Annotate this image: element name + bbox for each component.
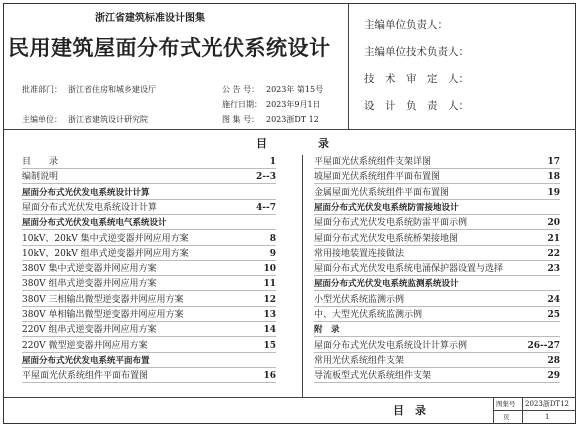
toc-entry[interactable] [314, 339, 560, 353]
toc-entry[interactable] [22, 369, 276, 383]
toc-entry[interactable] [22, 201, 276, 215]
toc-row-rule [314, 367, 560, 368]
toc-row-rule [22, 306, 276, 307]
atlas-main-title: 民用建筑屋面分布式光伏系统设计 [8, 36, 331, 60]
toc-entry[interactable] [22, 308, 276, 322]
toc-entry-label: 屋面分布式光伏发电系统防雷接地设计 [314, 202, 459, 213]
footer-mid-line [493, 410, 576, 411]
date-value: 2023年9月1日 [266, 100, 321, 109]
toc-entry-page: 1 [269, 157, 276, 167]
toc-section-heading [314, 323, 560, 337]
toc-entry-page: 29 [547, 371, 560, 382]
editor-label: 主编单位： [22, 115, 62, 124]
toc-entry-label: 常用接地装置连接做法 [314, 248, 405, 259]
editor-value: 浙江省建筑设计研究院 [68, 115, 148, 124]
toc-row-rule [314, 183, 560, 184]
toc-entry-label: 附 录 [314, 325, 340, 336]
sign-chief-unit: 主编单位负责人： [364, 19, 448, 31]
toc-row-rule [314, 214, 560, 215]
toc-entry-page: 15 [263, 340, 276, 351]
toc-entry-label: 目 录 [22, 157, 59, 167]
toc-entry-page: 10 [263, 264, 276, 275]
toc-entry-label: 屋面分布式光伏发电系统平面布置 [22, 355, 150, 366]
toc-entry-page: 14 [263, 325, 276, 336]
toc-entry-page: 4--7 [256, 202, 276, 213]
notice-value: 2023年 第15号 [266, 85, 324, 94]
toc-left-column [22, 155, 276, 385]
toc-entry[interactable] [22, 170, 276, 184]
toc-section-heading [314, 201, 560, 215]
toc-title-left: 目 [256, 137, 267, 150]
notice-label: 公 告 号： [222, 85, 260, 94]
toc-row-rule [22, 260, 276, 261]
toc-entry[interactable] [314, 186, 560, 200]
toc-title-right: 录 [318, 137, 329, 150]
toc-entry-page: 8 [269, 233, 276, 244]
toc-row-rule [314, 199, 560, 200]
approval-label: 批准部门： [22, 85, 62, 94]
toc-row-rule [314, 229, 560, 230]
toc-entry-page: 18 [547, 172, 560, 183]
toc-row-rule [22, 367, 276, 368]
toc-section-heading [22, 354, 276, 368]
footer-atlas-label: 图集号 [496, 400, 516, 408]
toc-row-rule [314, 245, 560, 246]
toc-row-rule [22, 290, 276, 291]
toc-entry[interactable] [314, 369, 560, 383]
toc-right-column [314, 155, 560, 385]
toc-entry-label: 屋面分布式光伏发电系统电气系统设计 [22, 218, 167, 229]
toc-row-rule [22, 229, 276, 230]
toc-entry-page: 25 [547, 310, 560, 320]
toc-row-rule [22, 168, 276, 169]
toc-row-rule [22, 214, 276, 215]
toc-entry-label: 380V 单相输出微型逆变器并网应用方案 [22, 310, 184, 320]
toc-row-rule [314, 168, 560, 169]
toc-entry-label: 10kV、20kV 集中式逆变器并网应用方案 [22, 233, 189, 244]
toc-entry-label: 220V 微型逆变器并网应用方案 [22, 340, 148, 351]
toc-entry-label: 导流板型式光伏系统组件支架 [314, 371, 432, 382]
toc-row-rule [314, 260, 560, 261]
toc-row-rule [314, 306, 560, 307]
footer-top-line [3, 397, 576, 398]
toc-row-rule [314, 275, 560, 276]
header-divider [348, 3, 349, 129]
toc-entry-label: 380V 组串式逆变器并网应用方案 [22, 279, 157, 290]
toc-entry-label: 220V 组串式逆变器并网应用方案 [22, 325, 157, 336]
toc-entry[interactable] [314, 216, 560, 230]
toc-entry-page: 21 [547, 233, 560, 244]
toc-entry[interactable] [314, 293, 560, 307]
toc-entry[interactable] [22, 232, 276, 246]
toc-entry-label: 10kV、20kV 组串式逆变器并网应用方案 [22, 248, 189, 259]
footer-title: 目 录 [393, 404, 426, 417]
toc-entry-page: 20 [547, 218, 560, 229]
toc-row-rule [22, 321, 276, 322]
footer-atlas-value: 2023浙DT12 [525, 400, 570, 408]
toc-section-heading [314, 277, 560, 291]
toc-entry-label: 屋面分布式光伏发电系统监测系统设计 [314, 279, 459, 290]
toc-entry-label: 平屋面光伏系统组件支架详图 [314, 157, 432, 167]
footer-page-label: 页 [503, 413, 510, 421]
toc-entry-page: 13 [263, 310, 276, 320]
approval-value: 浙江省住房和城乡建设厅 [68, 85, 156, 94]
toc-entry-label: 金属屋面光伏系统组件平面布置图 [314, 187, 450, 198]
toc-row-rule [22, 352, 276, 353]
toc-entry-page: 17 [547, 157, 560, 167]
toc-entry[interactable] [22, 262, 276, 276]
toc-row-rule [22, 199, 276, 200]
atlas-number-label: 图 集 号： [222, 115, 260, 124]
toc-entry-page: 19 [547, 187, 560, 198]
toc-entry-label: 380V 三相输出微型逆变器并网应用方案 [22, 294, 184, 305]
toc-entry[interactable] [22, 277, 276, 291]
toc-entry[interactable] [314, 232, 560, 246]
toc-entry-page: 26--27 [527, 340, 560, 351]
sign-reviewer: 技 术 审 定 人： [364, 73, 469, 85]
series-title: 浙江省建筑标准设计图集 [95, 13, 205, 24]
toc-row-rule [22, 183, 276, 184]
toc-entry-page: 24 [547, 294, 560, 305]
header-bottom-line [3, 129, 576, 130]
toc-entry[interactable] [314, 262, 560, 276]
toc-entry-page: 22 [547, 248, 560, 259]
toc-entry-label: 屋面分布式光伏发电系统防雷平面示例 [314, 218, 468, 229]
toc-entry[interactable] [22, 323, 276, 337]
toc-entry-page: 28 [547, 355, 560, 366]
toc-row-rule [22, 275, 276, 276]
toc-entry-label: 小型光伏系统监测示例 [314, 294, 405, 305]
atlas-number-value: 2023浙DT 12 [266, 115, 319, 124]
toc-entry-label: 平屋面光伏系统组件平面布置图 [22, 371, 149, 382]
toc-row-rule [22, 382, 276, 383]
toc-row-rule [314, 352, 560, 353]
toc-entry[interactable] [22, 293, 276, 307]
toc-entry-label: 中、大型光伏系统监测示例 [314, 310, 423, 320]
toc-entry-label: 屋面分布式光伏发电系统设计计算示例 [314, 340, 468, 351]
toc-row-rule [314, 321, 560, 322]
toc-entry-label: 380V 集中式逆变器并网应用方案 [22, 264, 157, 275]
toc-entry[interactable] [314, 155, 560, 169]
toc-entry-page: 12 [263, 294, 276, 305]
toc-row-rule [314, 336, 560, 337]
toc-row-rule [314, 290, 560, 291]
toc-entry-label: 坡屋面光伏系统组件平面布置图 [314, 172, 441, 183]
toc-entry[interactable] [22, 247, 276, 261]
toc-row-rule [22, 245, 276, 246]
toc-section-heading [22, 186, 276, 200]
toc-entry-page: 16 [263, 371, 276, 382]
toc-column-divider [302, 155, 303, 397]
toc-entry-label: 屋面分布式光伏发电系统设计计算 [22, 202, 158, 213]
sign-tech-chief: 主编单位技术负责人： [364, 46, 469, 58]
toc-entry[interactable] [314, 308, 560, 322]
sign-design-lead: 设 计 负 责 人： [364, 100, 469, 112]
toc-entry[interactable] [314, 354, 560, 368]
toc-section-heading [22, 216, 276, 230]
date-label: 施行日期： [222, 100, 262, 109]
toc-entry-label: 编制说明 [22, 172, 59, 183]
footer-page-value: 1 [545, 413, 550, 421]
toc-entry[interactable] [314, 170, 560, 184]
toc-entry-page: 2--3 [256, 172, 276, 183]
toc-entry-page: 23 [547, 264, 560, 275]
toc-entry-label: 屋面分布式光伏发电系统桥架接地图 [314, 233, 459, 244]
toc-entry[interactable] [22, 155, 276, 169]
toc-entry-label: 屋面分布式光伏发电系统设计计算 [22, 187, 150, 198]
toc-entry-page: 9 [269, 248, 276, 259]
toc-entry[interactable] [22, 339, 276, 353]
toc-entry-label: 常用光伏系统组件支架 [314, 355, 405, 366]
toc-entry[interactable] [314, 247, 560, 261]
toc-entry-label: 屋面分布式光伏发电系统电涌保护器设置与选择 [314, 264, 504, 275]
toc-row-rule [22, 336, 276, 337]
toc-entry-page: 11 [263, 279, 276, 290]
toc-row-rule [314, 382, 560, 383]
